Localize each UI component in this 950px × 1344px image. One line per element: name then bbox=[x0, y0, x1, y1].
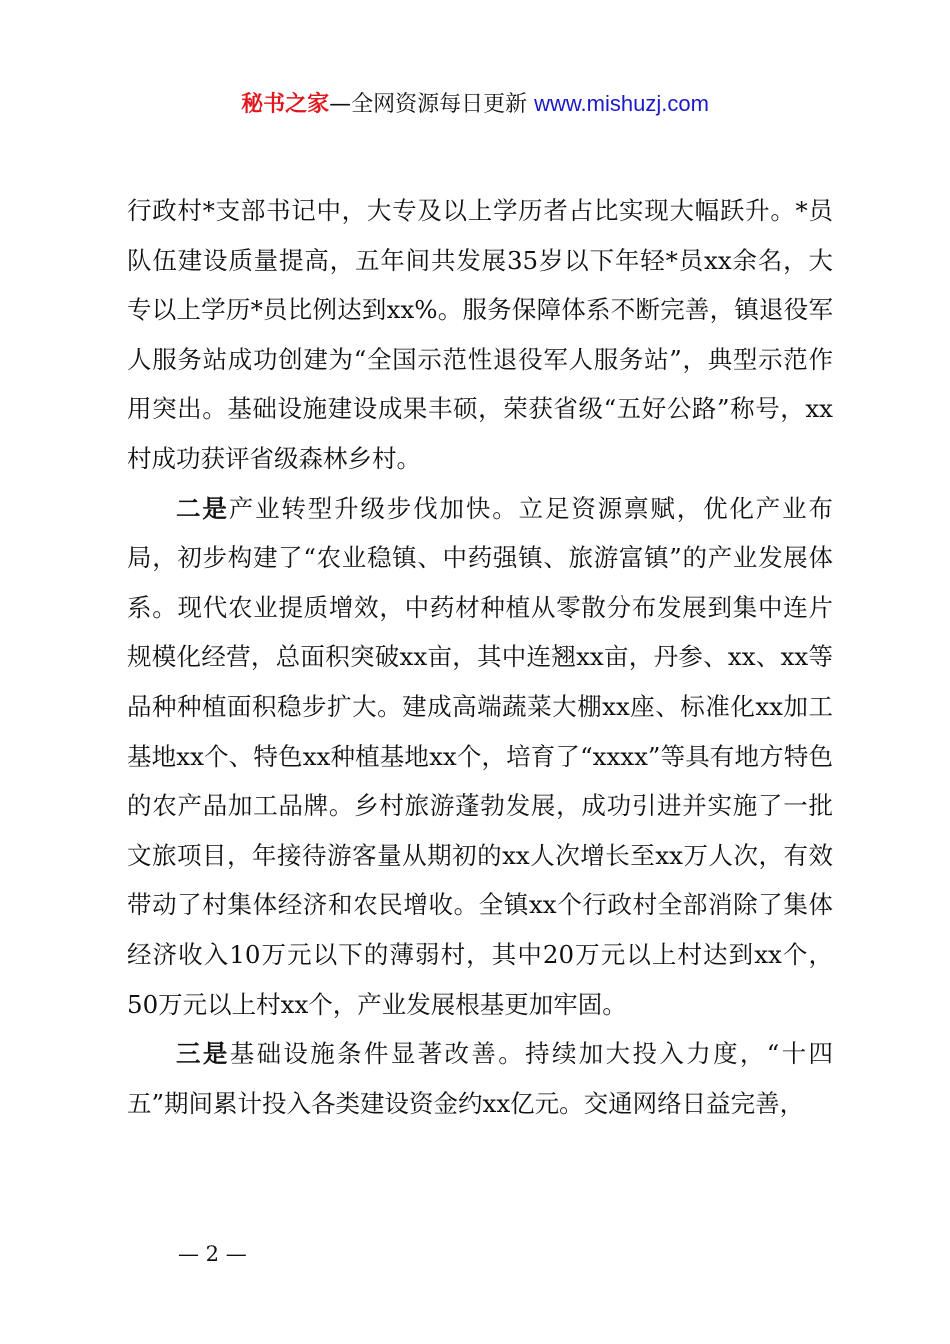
paragraph-continued bbox=[127, 186, 833, 484]
brand-name: 秘书之家 bbox=[241, 92, 330, 117]
paragraph-lead: 三是 bbox=[176, 1039, 230, 1069]
document-body bbox=[127, 186, 833, 1128]
paragraph-industry bbox=[127, 484, 833, 1030]
page-number: — 2 — bbox=[178, 1242, 247, 1266]
paragraph-text: 产业转型升级步伐加快。立足资源禀赋，优化产业布局，初步构建了“农业稳镇、中药强镇、旅游富镇”的产业发展体系。现代农业提质增效，中药材种植从零散分布发展到集中连片规模化经营，总面积突破xx亩，其中连翘xx亩，丹参、xx、xx等品种种植面积稳步扩大。建成高端蔬菜大棚xx座、标准化xx加工基地xx个、特色xx种植基地xx个，培育了“xxxx”等具有地方特色的农产品加工品牌。乡村旅游蓬勃发展，成功引进并实施了一批文旅项目，年接待游客量从期初的xx人次增长至xx万人次，有效带动了村集体经济和农民增收。全镇xx个行政村全部消除了集体经济收入10万元以下的薄弱村，其中20万元以上村达到xx个，50万元以上村xx个，产业发展根基更加牢固。 bbox=[127, 493, 834, 1019]
paragraph-lead: 二是 bbox=[176, 493, 229, 523]
page-header bbox=[0, 86, 950, 123]
header-slogan: —全网资源每日更新 bbox=[329, 92, 528, 117]
paragraph-infrastructure bbox=[127, 1029, 833, 1128]
website-link[interactable]: www.mishuzj.com bbox=[534, 91, 709, 116]
paragraph-text: 行政村*支部书记中，大专及以上学历者占比实现大幅跃升。*员队伍建设质量提高，五年间共发展35岁以下年轻*员xx余名，大专以上学历*员比例达到xx%。服务保障体系不断完善，镇退役军人服务站成功创建为“全国示范性退役军人服务站”，典型示范作用突出。基础设施建设成果丰硕，荣获省级“五好公路”称号，xx村成功获评省级森林乡村。 bbox=[127, 196, 833, 473]
paragraph-text: 基础设施条件显著改善。持续加大投入力度，“十四五”期间累计投入各类建设资金约xx亿元。交通网络日益完善， bbox=[127, 1039, 834, 1118]
